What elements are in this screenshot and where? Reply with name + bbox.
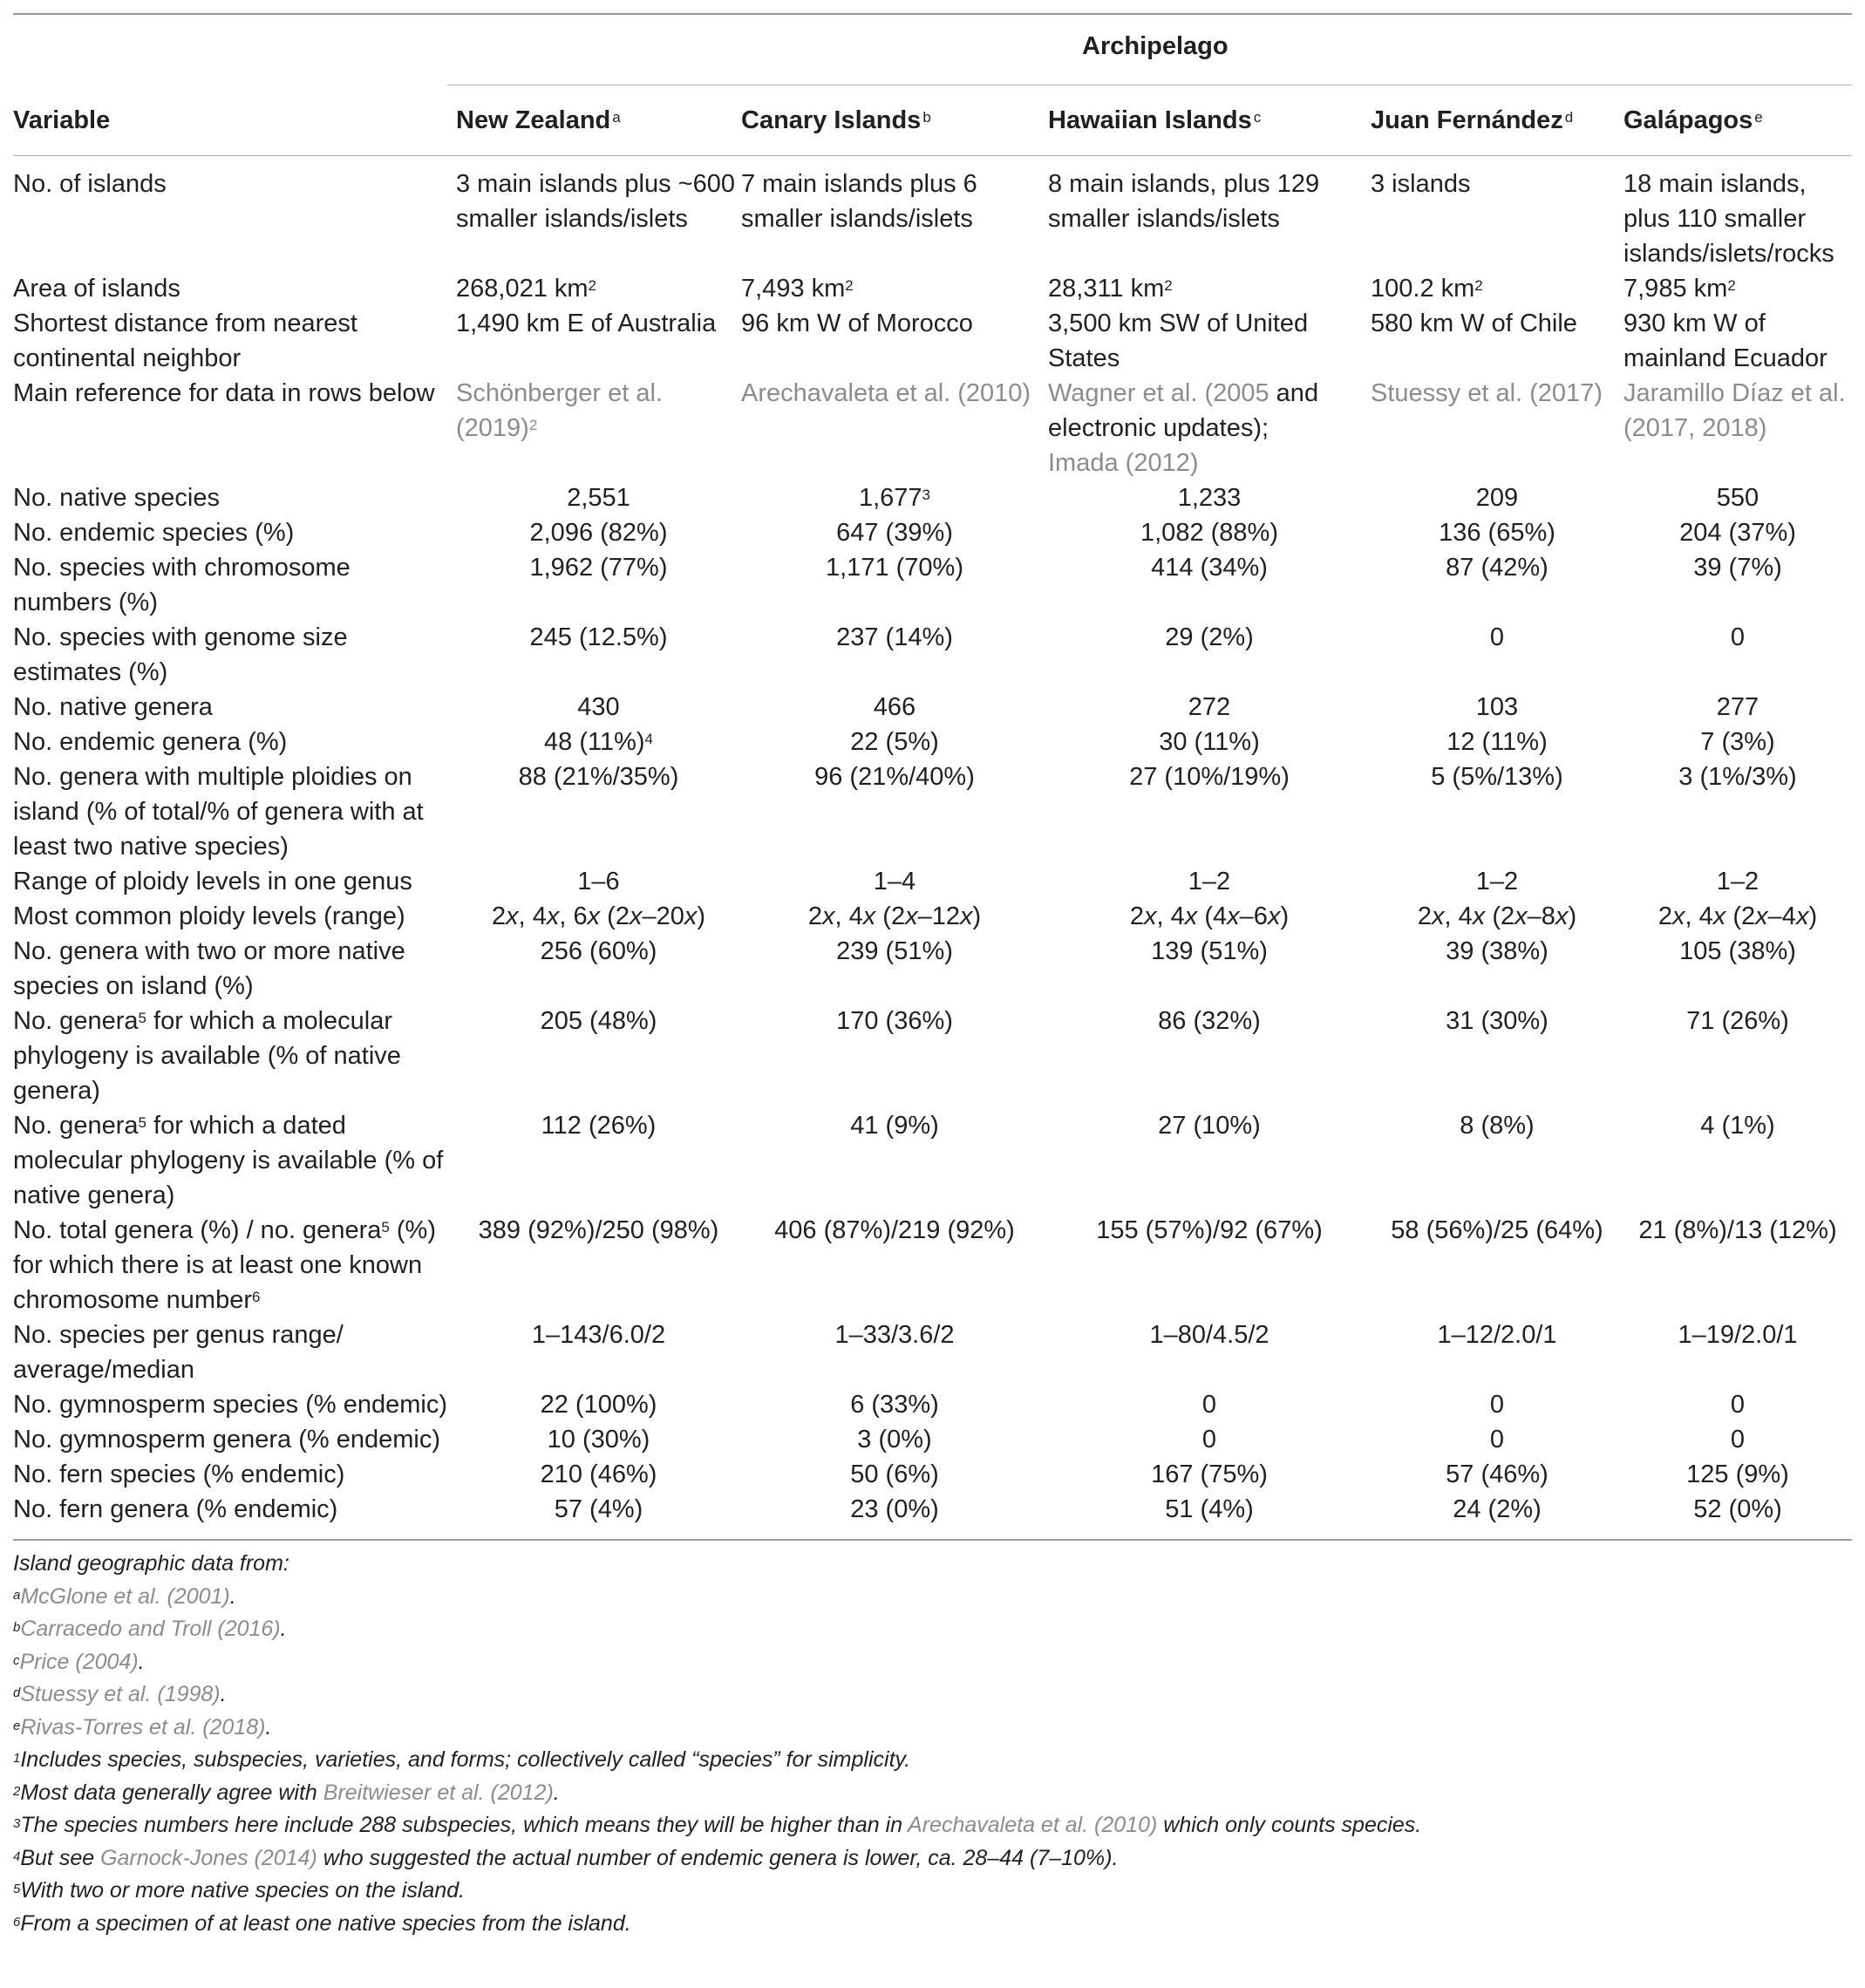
cell: 0 bbox=[1201, 1391, 1217, 1419]
table-row bbox=[13, 1004, 1852, 1108]
cell: 88 (21%/35%) bbox=[518, 763, 679, 791]
cell: 239 (51%) bbox=[836, 937, 953, 965]
row-label: No. fern species (% endemic) bbox=[13, 1460, 345, 1488]
footnote-4: $^4$But see Garnock-Jones (2014) who suggested the actual number of endemic genera is lower, ca. 28–44 (7–10%). bbox=[13, 1845, 1119, 1870]
cell: 1–143/6.0/2 bbox=[531, 1321, 666, 1349]
cell: 245 (12.5%) bbox=[529, 623, 668, 651]
cell: 5 (5%/13%) bbox=[1431, 763, 1563, 791]
table-row bbox=[13, 864, 1852, 899]
cell: 103 bbox=[1475, 693, 1519, 721]
cell: 96 (21%/40%) bbox=[814, 763, 975, 791]
cell: 3 islands bbox=[1371, 170, 1471, 198]
table-row bbox=[13, 1422, 1852, 1457]
cell: 1–2 bbox=[1475, 868, 1519, 895]
cell: 52 (0%) bbox=[1693, 1495, 1782, 1523]
reference-link[interactable]: Rivas-Torres et al. (2018) bbox=[20, 1714, 266, 1740]
cell: 136 (65%) bbox=[1439, 519, 1555, 547]
table-row bbox=[13, 1457, 1852, 1492]
cell: 27 (10%) bbox=[1158, 1112, 1261, 1140]
cell: 170 (36%) bbox=[836, 1007, 953, 1035]
row-label: Range of ploidy levels in one genus bbox=[13, 868, 412, 895]
table-row bbox=[13, 1213, 1852, 1317]
row-label: No. endemic genera (%) bbox=[13, 728, 288, 756]
cell: 1,962 (77%) bbox=[529, 554, 668, 582]
row-label: No. species with chromosome numbers (%) bbox=[13, 554, 351, 616]
table-row bbox=[13, 271, 1852, 306]
cell: 125 (9%) bbox=[1686, 1460, 1789, 1488]
footnote-3: $^3$The species numbers here include 288 subspecies, which means they will be higher than in Arechavaleta et al. (2010) which only counts species. bbox=[13, 1813, 1422, 1837]
cell: 4 (1%) bbox=[1700, 1112, 1775, 1140]
row-label: No. species per genus range/ average/median bbox=[13, 1321, 344, 1384]
footnote-b: $^b$Carracedo and Troll (2016). bbox=[13, 1617, 287, 1641]
cell: 28,311 $km^2$ bbox=[1048, 275, 1173, 303]
reference-link[interactable]: Stuessy et al. (2017) bbox=[1371, 379, 1603, 407]
cell: 1–4 bbox=[873, 868, 916, 895]
cell: 0 bbox=[1730, 623, 1746, 651]
cell: 87 (42%) bbox=[1446, 554, 1548, 582]
footnote-c: $^c$Price (2004). bbox=[13, 1649, 145, 1674]
cell: Wagner et al. (2005 and electronic updates); Imada (2012) bbox=[1048, 379, 1319, 477]
table-row bbox=[13, 899, 1852, 934]
cell: 112 (26%) bbox=[541, 1112, 657, 1140]
cell: 58 (56%)/25 (64%) bbox=[1391, 1216, 1603, 1244]
row-label: No. species with genome size estimates (%) bbox=[13, 623, 348, 686]
cell: 930 km W of mainland Ecuador bbox=[1623, 310, 1828, 372]
cell: 2x, 4x (2x–8x) bbox=[1417, 902, 1577, 930]
cell: 406 (87%)/219 (92%) bbox=[774, 1216, 1015, 1244]
cell: 205 (48%) bbox=[540, 1007, 657, 1035]
cell: 86 (32%) bbox=[1158, 1007, 1261, 1035]
row-label: Shortest distance from nearest continental neighbor bbox=[13, 310, 357, 372]
column-header-row bbox=[13, 85, 1852, 155]
row-label: No. endemic species (%) bbox=[13, 519, 295, 547]
row-label: No. native genera bbox=[13, 693, 213, 721]
col-header-new-zealand: New Zealand $^a$ bbox=[456, 106, 621, 134]
cell: 3 (0%) bbox=[857, 1426, 932, 1454]
footnote-1: $^1$Includes species, subspecies, varieties, and forms; collectively called “species” for simplicity. bbox=[13, 1747, 911, 1772]
table-row bbox=[13, 515, 1852, 550]
table-footnotes bbox=[13, 1541, 1852, 1940]
cell: 18 main islands, plus 110 smaller islands/islets/rocks bbox=[1623, 170, 1834, 268]
cell: 1–33/3.6/2 bbox=[834, 1321, 955, 1349]
cell: 466 bbox=[873, 693, 916, 721]
footnote-a: $^a$McGlone et al. (2001). bbox=[13, 1583, 236, 1609]
table-row bbox=[13, 156, 1852, 271]
cell: 51 (4%) bbox=[1165, 1495, 1254, 1523]
reference-link[interactable]: Price (2004) bbox=[19, 1649, 139, 1674]
table-row bbox=[13, 550, 1852, 620]
cell: 1,490 km E of Australia bbox=[456, 310, 717, 337]
table-row bbox=[13, 725, 1852, 759]
table-row bbox=[13, 376, 1852, 480]
footnote-2: $^2$Most data generally agree with Breitwieser et al. (2012). bbox=[13, 1780, 560, 1805]
cell: 7,493 $km^2$ bbox=[741, 275, 854, 303]
reference-link[interactable]: Arechavaleta et al. (2010) bbox=[908, 1813, 1158, 1837]
cell: 50 (6%) bbox=[850, 1460, 939, 1488]
cell: 139 (51%) bbox=[1151, 937, 1268, 965]
cell: 2x, 4x (2x–4x) bbox=[1657, 902, 1818, 930]
cell: 3 main islands plus ~600 smaller islands/islets bbox=[456, 170, 736, 233]
footnote-5: $^5$With two or more native species on the island. bbox=[13, 1878, 466, 1903]
cell: 39 (7%) bbox=[1693, 554, 1782, 582]
row-label: Most common ploidy levels (range) bbox=[13, 902, 405, 930]
reference-link[interactable]: Carracedo and Troll (2016) bbox=[20, 1617, 281, 1641]
archipelago-label: Archipelago bbox=[1082, 32, 1229, 60]
table-row bbox=[13, 1317, 1852, 1387]
cell: 256 (60%) bbox=[540, 937, 657, 965]
cell: 272 bbox=[1188, 693, 1231, 721]
cell: 2x, 4x, 6x (2x–20x) bbox=[491, 902, 706, 930]
cell: Schönberger et al. $(2019)^2$ bbox=[456, 379, 663, 442]
reference-link[interactable]: Arechavaleta et al. (2010) bbox=[741, 379, 1031, 407]
table-row bbox=[13, 1387, 1852, 1422]
footnote-d: $^d$Stuessy et al. (1998). bbox=[13, 1682, 227, 1706]
cell: 2x, 4x (2x–12x) bbox=[807, 902, 982, 930]
reference-link[interactable]: Garnock-Jones (2014) bbox=[100, 1845, 317, 1870]
table-row bbox=[13, 759, 1852, 864]
cell: 105 (38%) bbox=[1679, 937, 1796, 965]
cell: 0 bbox=[1730, 1426, 1746, 1454]
cell: 1–80/4.5/2 bbox=[1149, 1321, 1269, 1349]
row-label: Main reference for data in rows below bbox=[13, 379, 435, 407]
cell: 39 (38%) bbox=[1446, 937, 1548, 965]
col-header-canary-islands: Canary Islands $^b$ bbox=[741, 106, 931, 134]
reference-link[interactable]: Imada (2012) bbox=[1048, 449, 1199, 477]
reference-link[interactable]: Breitwieser et al. (2012) bbox=[323, 1780, 554, 1805]
footnote-intro: Island geographic data from: bbox=[13, 1551, 289, 1576]
row-label: No. genera with two or more native species on island (%) bbox=[13, 937, 405, 1000]
cell: 1–2 bbox=[1716, 868, 1759, 895]
footnote-e: $^e$Rivas-Torres et al. (2018). bbox=[13, 1714, 272, 1740]
cell: 8 main islands, plus 129 smaller islands/islets bbox=[1048, 170, 1320, 233]
cell: 430 bbox=[577, 693, 620, 721]
reference-link[interactable]: Schönberger et al. (2019) bbox=[456, 379, 663, 442]
cell: 0 bbox=[1730, 1391, 1746, 1419]
col-header-hawaiian-islands: Hawaiian Islands $^c$ bbox=[1048, 106, 1262, 134]
cell: 3 (1%/3%) bbox=[1678, 763, 1797, 791]
cell: 48 $(11\%)^4$ bbox=[544, 728, 653, 756]
col-header-galapagos: Galápagos $^e$ bbox=[1623, 106, 1763, 134]
cell: 7,985 $km^2$ bbox=[1623, 275, 1736, 303]
cell: 1,082 (88%) bbox=[1140, 519, 1278, 547]
cell: 6 (33%) bbox=[850, 1391, 939, 1419]
cell: 7 (3%) bbox=[1700, 728, 1775, 756]
cell: 277 bbox=[1716, 693, 1759, 721]
cell: 389 (92%)/250 (98%) bbox=[478, 1216, 719, 1244]
reference-link[interactable]: McGlone et al. (2001) bbox=[20, 1583, 230, 1609]
cell: 2x, 4x (4x–6x) bbox=[1129, 902, 1290, 930]
cell: 57 (4%) bbox=[554, 1495, 643, 1523]
cell: 71 (26%) bbox=[1686, 1007, 1789, 1035]
reference-link[interactable]: Wagner et al. (2005 bbox=[1048, 379, 1269, 407]
cell: 1,233 bbox=[1177, 484, 1242, 512]
cell: 1–12/2.0/1 bbox=[1437, 1321, 1557, 1349]
cell: 155 (57%)/92 (67%) bbox=[1096, 1216, 1323, 1244]
table-row bbox=[13, 1108, 1852, 1213]
cell: 2,096 (82%) bbox=[529, 519, 668, 547]
cell: 22 (100%) bbox=[540, 1391, 657, 1419]
cell: 8 (8%) bbox=[1460, 1112, 1535, 1140]
cell: 1–2 bbox=[1188, 868, 1231, 895]
table-row bbox=[13, 934, 1852, 1004]
cell: 41 (9%) bbox=[850, 1112, 939, 1140]
cell: 167 (75%) bbox=[1151, 1460, 1268, 1488]
cell: 0 bbox=[1201, 1426, 1217, 1454]
row-label: No. fern genera (% endemic) bbox=[13, 1495, 338, 1523]
cell: 7 main islands plus 6 smaller islands/islets bbox=[741, 170, 977, 233]
reference-link[interactable]: Stuessy et al. (1998) bbox=[20, 1682, 221, 1706]
variable-header: Variable bbox=[13, 106, 111, 134]
row-label: No. native species bbox=[13, 484, 220, 512]
cell: 237 (14%) bbox=[836, 623, 953, 651]
cell: 29 (2%) bbox=[1165, 623, 1254, 651]
cell: 0 bbox=[1489, 1391, 1505, 1419]
row-label: No. total genera (%) / no. genera$^5$ (%) for which there is at least one known chromosome number$^6$ bbox=[13, 1216, 436, 1314]
row-label: No. gymnosperm species (% endemic) bbox=[13, 1391, 448, 1419]
cell: 21 (8%)/13 (12%) bbox=[1638, 1216, 1837, 1244]
cell: 414 (34%) bbox=[1151, 554, 1268, 582]
row-label: No. of islands bbox=[13, 170, 167, 198]
cell: 550 bbox=[1716, 484, 1759, 512]
archipelago-header-row bbox=[13, 15, 1852, 85]
cell: 580 km W of Chile bbox=[1371, 310, 1577, 337]
cell: 100.2 $km^2$ bbox=[1371, 275, 1483, 303]
cell: 10 (30%) bbox=[547, 1426, 650, 1454]
cell: 31 (30%) bbox=[1446, 1007, 1548, 1035]
cell: 0 bbox=[1489, 623, 1505, 651]
cell: 0 bbox=[1489, 1426, 1505, 1454]
row-label: No. genera$^5$ for which a dated molecular phylogeny is available (% of native genera) bbox=[13, 1112, 444, 1209]
cell: 2,551 bbox=[567, 484, 630, 512]
cell: 30 (11%) bbox=[1159, 728, 1260, 756]
row-label: No. gymnosperm genera (% endemic) bbox=[13, 1426, 440, 1454]
cell: 204 (37%) bbox=[1679, 519, 1796, 547]
footnote-6: $^6$From a specimen of at least one native species from the island. bbox=[13, 1910, 631, 1936]
cell: 1–19/2.0/1 bbox=[1678, 1321, 1798, 1349]
table-row bbox=[13, 1492, 1852, 1539]
cell: 647 (39%) bbox=[836, 519, 953, 547]
cell: 24 (2%) bbox=[1453, 1495, 1542, 1523]
cell: 209 bbox=[1475, 484, 1519, 512]
table-row bbox=[13, 480, 1852, 515]
cell: 1,677$^3$ bbox=[858, 484, 931, 512]
row-label: Area of islands bbox=[13, 275, 180, 303]
cell: 268,021 $km^2$ bbox=[456, 275, 597, 303]
cell: 12 (11%) bbox=[1446, 728, 1548, 756]
reference-link[interactable]: Jaramillo Díaz et al. (2017, 2018) bbox=[1623, 379, 1846, 442]
col-header-juan-fernandez: Juan Fernández $^d$ bbox=[1371, 106, 1574, 134]
cell: 1,171 (70%) bbox=[826, 554, 963, 582]
cell: 23 (0%) bbox=[850, 1495, 939, 1523]
cell: 96 km W of Morocco bbox=[741, 310, 973, 337]
cell: 210 (46%) bbox=[540, 1460, 657, 1488]
table-row bbox=[13, 306, 1852, 376]
row-label: No. genera$^5$ for which a molecular phylogeny is available (% of native genera) bbox=[13, 1007, 401, 1105]
cell: 22 (5%) bbox=[850, 728, 939, 756]
table-row bbox=[13, 690, 1852, 725]
cell: 27 (10%/19%) bbox=[1129, 763, 1290, 791]
cell: 3,500 km SW of United States bbox=[1048, 310, 1309, 372]
cell: 1–6 bbox=[577, 868, 620, 895]
row-label: No. genera with multiple ploidies on island (% of total/% of genera with at least two native species) bbox=[13, 763, 424, 861]
cell: 57 (46%) bbox=[1446, 1460, 1548, 1488]
table-row bbox=[13, 620, 1852, 690]
archipelago-table bbox=[13, 85, 1852, 1539]
